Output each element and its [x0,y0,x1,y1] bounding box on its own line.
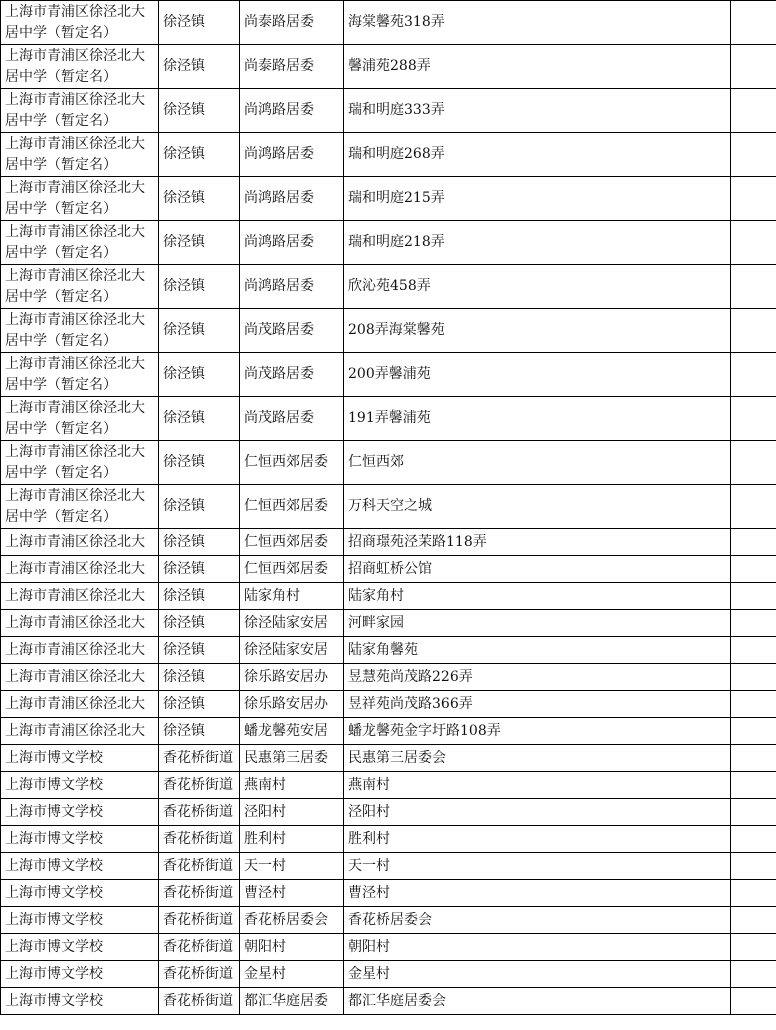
committee-cell: 泾阳村 [240,799,344,826]
table-row [1,961,776,988]
town-cell: 徐泾镇 [159,610,240,637]
town-cell: 徐泾镇 [159,265,240,309]
area-cell: 仁恒西郊 [344,441,731,485]
note-cell [731,637,776,664]
area-cell: 河畔家园 [344,610,731,637]
school-cell: 上海市青浦区徐泾北大居中学（暂定名） [1,309,159,353]
school-cell: 上海市博文学校 [1,934,159,961]
school-cell: 上海市博文学校 [1,988,159,1015]
area-cell: 208弄海棠馨苑 [344,309,731,353]
note-cell [731,89,776,133]
school-cell: 上海市青浦区徐泾北大 [1,637,159,664]
area-cell: 燕南村 [344,772,731,799]
town-cell: 徐泾镇 [159,556,240,583]
area-cell: 200弄馨浦苑 [344,353,731,397]
table-row [1,583,776,610]
table-row [1,45,776,89]
school-cell: 上海市博文学校 [1,745,159,772]
school-cell: 上海市博文学校 [1,961,159,988]
note-cell [731,826,776,853]
town-cell: 香花桥街道 [159,961,240,988]
school-cell: 上海市博文学校 [1,799,159,826]
table-row [1,664,776,691]
town-cell: 徐泾镇 [159,1,240,45]
school-cell: 上海市青浦区徐泾北大 [1,556,159,583]
area-cell: 天一村 [344,853,731,880]
committee-cell: 尚茂路居委 [240,397,344,441]
area-cell: 金星村 [344,961,731,988]
committee-cell: 徐乐路安居办 [240,664,344,691]
school-cell: 上海市博文学校 [1,853,159,880]
area-cell: 陆家角村 [344,583,731,610]
note-cell [731,529,776,556]
town-cell: 徐泾镇 [159,664,240,691]
town-cell: 香花桥街道 [159,934,240,961]
committee-cell: 仁恒西郊居委 [240,529,344,556]
school-cell: 上海市青浦区徐泾北大 [1,610,159,637]
note-cell [731,799,776,826]
committee-cell: 曹泾村 [240,880,344,907]
committee-cell: 尚茂路居委 [240,353,344,397]
town-cell: 徐泾镇 [159,45,240,89]
school-cell: 上海市青浦区徐泾北大居中学（暂定名） [1,1,159,45]
town-cell: 徐泾镇 [159,485,240,529]
town-cell: 香花桥街道 [159,907,240,934]
table-row [1,691,776,718]
area-cell: 191弄馨浦苑 [344,397,731,441]
area-cell: 香花桥居委会 [344,907,731,934]
area-cell: 瑞和明庭268弄 [344,133,731,177]
committee-cell: 都汇华庭居委 [240,988,344,1015]
table-row [1,826,776,853]
table-row [1,221,776,265]
note-cell [731,718,776,745]
note-cell [731,556,776,583]
committee-cell: 仁恒西郊居委 [240,556,344,583]
school-cell: 上海市博文学校 [1,826,159,853]
committee-cell: 徐乐路安居办 [240,691,344,718]
committee-cell: 燕南村 [240,772,344,799]
note-cell [731,177,776,221]
table-body [1,1,776,1015]
committee-cell: 徐泾陆家安居 [240,610,344,637]
area-cell: 胜利村 [344,826,731,853]
town-cell: 徐泾镇 [159,353,240,397]
school-cell: 上海市博文学校 [1,907,159,934]
committee-cell: 陆家角村 [240,583,344,610]
note-cell [731,853,776,880]
committee-cell: 尚鸿路居委 [240,133,344,177]
committee-cell: 尚茂路居委 [240,309,344,353]
committee-cell: 天一村 [240,853,344,880]
town-cell: 香花桥街道 [159,853,240,880]
note-cell [731,583,776,610]
school-cell: 上海市青浦区徐泾北大 [1,583,159,610]
area-cell: 陆家角馨苑 [344,637,731,664]
note-cell [731,610,776,637]
school-cell: 上海市青浦区徐泾北大居中学（暂定名） [1,397,159,441]
town-cell: 徐泾镇 [159,691,240,718]
committee-cell: 香花桥居委会 [240,907,344,934]
area-cell: 民惠第三居委会 [344,745,731,772]
school-cell: 上海市青浦区徐泾北大居中学（暂定名） [1,177,159,221]
table-row [1,772,776,799]
note-cell [731,961,776,988]
table-row [1,89,776,133]
town-cell: 徐泾镇 [159,133,240,177]
note-cell [731,988,776,1015]
school-cell: 上海市青浦区徐泾北大居中学（暂定名） [1,221,159,265]
table-row [1,353,776,397]
note-cell [731,309,776,353]
note-cell [731,907,776,934]
note-cell [731,664,776,691]
table-row [1,853,776,880]
area-cell: 曹泾村 [344,880,731,907]
town-cell: 徐泾镇 [159,529,240,556]
committee-cell: 仁恒西郊居委 [240,441,344,485]
note-cell [731,1,776,45]
note-cell [731,353,776,397]
town-cell: 香花桥街道 [159,880,240,907]
committee-cell: 民惠第三居委 [240,745,344,772]
table-row [1,907,776,934]
table-row [1,1,776,45]
area-cell: 馨浦苑288弄 [344,45,731,89]
committee-cell: 蟠龙馨苑安居 [240,718,344,745]
note-cell [731,397,776,441]
note-cell [731,745,776,772]
note-cell [731,133,776,177]
school-cell: 上海市青浦区徐泾北大 [1,664,159,691]
school-cell: 上海市博文学校 [1,772,159,799]
town-cell: 徐泾镇 [159,177,240,221]
table-row [1,177,776,221]
note-cell [731,265,776,309]
committee-cell: 仁恒西郊居委 [240,485,344,529]
town-cell: 徐泾镇 [159,441,240,485]
table-row [1,610,776,637]
area-cell: 瑞和明庭218弄 [344,221,731,265]
area-cell: 都汇华庭居委会 [344,988,731,1015]
table-row [1,637,776,664]
note-cell [731,691,776,718]
school-cell: 上海市青浦区徐泾北大居中学（暂定名） [1,353,159,397]
committee-cell: 徐泾陆家安居 [240,637,344,664]
school-cell: 上海市青浦区徐泾北大居中学（暂定名） [1,133,159,177]
town-cell: 香花桥街道 [159,988,240,1015]
note-cell [731,485,776,529]
area-cell: 昱祥苑尚茂路366弄 [344,691,731,718]
table-row [1,934,776,961]
area-cell: 昱慧苑尚茂路226弄 [344,664,731,691]
table-row [1,485,776,529]
table-row [1,799,776,826]
table-row [1,556,776,583]
committee-cell: 朝阳村 [240,934,344,961]
committee-cell: 尚鸿路居委 [240,89,344,133]
area-cell: 欣沁苑458弄 [344,265,731,309]
town-cell: 香花桥街道 [159,826,240,853]
area-cell: 招商虹桥公馆 [344,556,731,583]
school-cell: 上海市青浦区徐泾北大居中学（暂定名） [1,89,159,133]
school-cell: 上海市青浦区徐泾北大居中学（暂定名） [1,265,159,309]
area-cell: 泾阳村 [344,799,731,826]
table-row [1,265,776,309]
town-cell: 徐泾镇 [159,583,240,610]
area-cell: 朝阳村 [344,934,731,961]
school-cell: 上海市青浦区徐泾北大居中学（暂定名） [1,485,159,529]
area-cell: 蟠龙馨苑金字圩路108弄 [344,718,731,745]
town-cell: 徐泾镇 [159,718,240,745]
town-cell: 徐泾镇 [159,89,240,133]
table-row [1,988,776,1015]
town-cell: 徐泾镇 [159,397,240,441]
town-cell: 徐泾镇 [159,637,240,664]
school-cell: 上海市博文学校 [1,880,159,907]
note-cell [731,880,776,907]
school-cell: 上海市青浦区徐泾北大 [1,718,159,745]
table-row [1,309,776,353]
table-row [1,133,776,177]
area-cell: 万科天空之城 [344,485,731,529]
committee-cell: 尚鸿路居委 [240,221,344,265]
town-cell: 香花桥街道 [159,772,240,799]
town-cell: 香花桥街道 [159,799,240,826]
table-row [1,718,776,745]
table-row [1,529,776,556]
note-cell [731,441,776,485]
committee-cell: 尚鸿路居委 [240,177,344,221]
town-cell: 徐泾镇 [159,309,240,353]
note-cell [731,221,776,265]
committee-cell: 金星村 [240,961,344,988]
table-row [1,441,776,485]
committee-cell: 尚鸿路居委 [240,265,344,309]
note-cell [731,45,776,89]
note-cell [731,772,776,799]
note-cell [731,934,776,961]
committee-cell: 尚泰路居委 [240,45,344,89]
school-cell: 上海市青浦区徐泾北大 [1,529,159,556]
school-cell: 上海市青浦区徐泾北大 [1,691,159,718]
school-cell: 上海市青浦区徐泾北大居中学（暂定名） [1,441,159,485]
table-row [1,880,776,907]
area-cell: 瑞和明庭215弄 [344,177,731,221]
area-cell: 海棠馨苑318弄 [344,1,731,45]
area-cell: 招商璟苑泾茉路118弄 [344,529,731,556]
town-cell: 徐泾镇 [159,221,240,265]
area-cell: 瑞和明庭333弄 [344,89,731,133]
committee-cell: 尚泰路居委 [240,1,344,45]
committee-cell: 胜利村 [240,826,344,853]
table-row [1,397,776,441]
town-cell: 香花桥街道 [159,745,240,772]
school-cell: 上海市青浦区徐泾北大居中学（暂定名） [1,45,159,89]
table-row [1,745,776,772]
